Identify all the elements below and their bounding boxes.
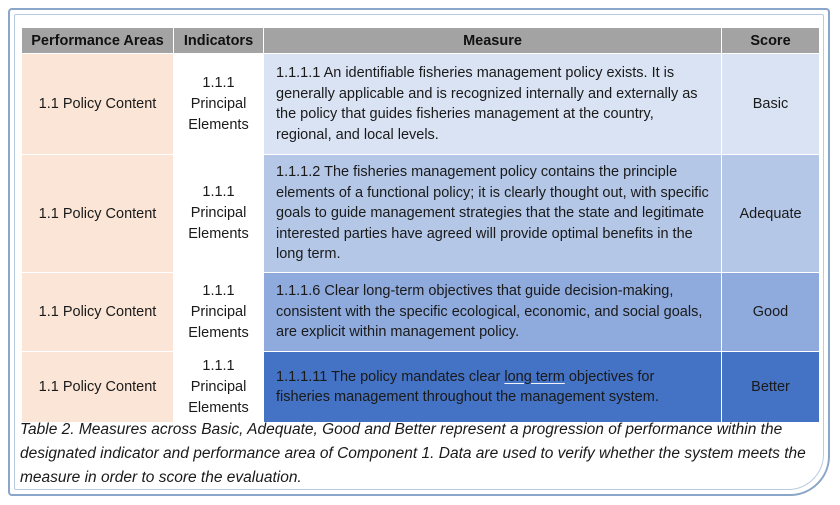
indicator-label-line2: Elements xyxy=(188,226,249,242)
indicator-cell xyxy=(174,155,264,273)
table-row xyxy=(22,54,820,155)
header-measure: Measure xyxy=(264,28,722,54)
indicator-label-line1: Principal xyxy=(190,95,247,112)
score-cell: Good xyxy=(722,273,820,352)
measures-table xyxy=(21,27,820,423)
header-performance-areas: Performance Areas xyxy=(22,28,174,54)
measure-cell: 1.1.1.6 Clear long-term objectives that guide decision-making, consistent with the specific ecological, economic, and social goals, are explicit within management policy. xyxy=(264,273,722,352)
header-indicators: Indicators xyxy=(174,28,264,54)
measure-cell xyxy=(264,352,722,423)
indicator-label-line1: Principal xyxy=(190,303,247,320)
table-row xyxy=(22,155,820,273)
score-cell: Better xyxy=(722,352,820,423)
indicator-cell xyxy=(174,54,264,155)
indicator-code: 1.1.1 xyxy=(202,74,235,91)
table-row xyxy=(22,273,820,352)
indicator-code: 1.1.1 xyxy=(202,282,235,299)
measure-cell: 1.1.1.1 An identifiable fisheries management policy exists. It is generally applicable and is recognized internally and externally as the policy that guides fisheries management at the country, regional, and local levels. xyxy=(264,54,722,155)
score-cell: Adequate xyxy=(722,155,820,273)
performance-area-cell: 1.1 Policy Content xyxy=(22,54,174,155)
table-caption: Table 2. Measures across Basic, Adequate, Good and Better represent a progression of performance within the designated indicator and performance area of Component 1. Data are used to verify whether the system meets the measure in order to score the evaluation. xyxy=(20,421,806,486)
indicator-cell xyxy=(174,273,264,352)
performance-area-cell: 1.1 Policy Content xyxy=(22,352,174,423)
measure-cell: 1.1.1.2 The fisheries management policy contains the principle elements of a functional policy; it is clearly thought out, with specific goals to guide management strategies that the state and legitimate interested parties have agreed will provide optimal benefits in the long term. xyxy=(264,155,722,273)
performance-area-cell: 1.1 Policy Content xyxy=(22,155,174,273)
indicator-label-line1: Principal xyxy=(190,378,247,395)
measure-text-after: objectives for fisheries management throughout the management system. xyxy=(276,368,659,405)
indicator-code: 1.1.1 xyxy=(202,357,235,374)
measure-text-before: 1.1.1.11 The policy mandates clear xyxy=(276,368,505,385)
indicator-cell xyxy=(174,352,264,423)
table-row xyxy=(22,352,820,423)
score-cell: Basic xyxy=(722,54,820,155)
header-row xyxy=(22,28,820,54)
indicator-label-line2: Elements xyxy=(188,116,249,133)
measure-text-underlined: long term xyxy=(504,368,565,385)
indicator-label-line2: Elements xyxy=(188,399,249,416)
performance-area-cell: 1.1 Policy Content xyxy=(22,273,174,352)
indicator-label-line1: Principal xyxy=(190,205,247,221)
indicator-code: 1.1.1 xyxy=(202,184,235,200)
header-score: Score xyxy=(722,28,820,54)
indicator-label-line2: Elements xyxy=(188,324,249,341)
